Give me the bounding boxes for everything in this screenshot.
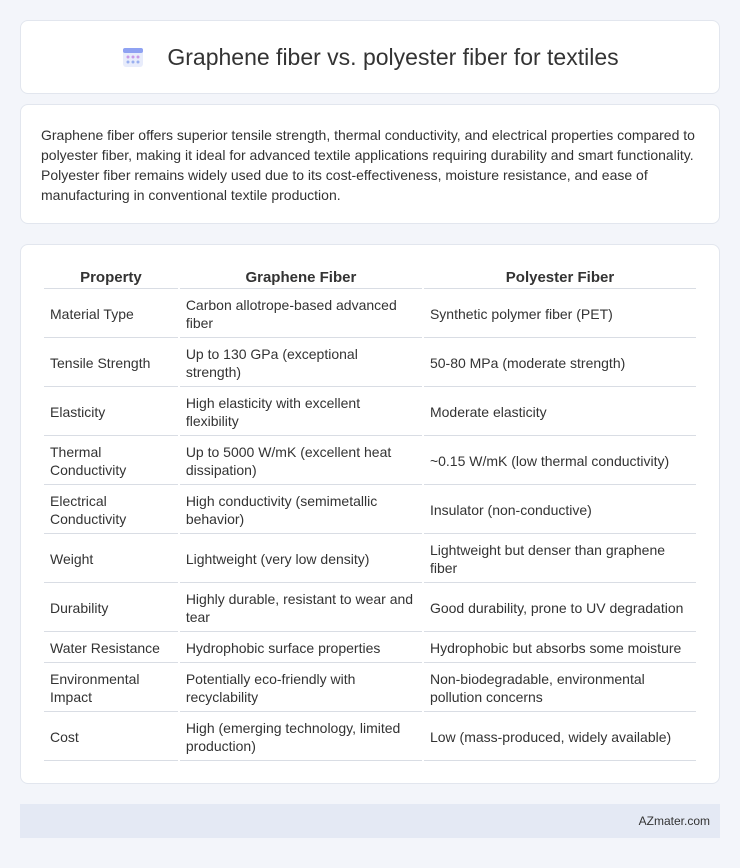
polyester-cell: Insulator (non-conductive) — [424, 487, 696, 534]
property-cell: Cost — [44, 714, 178, 761]
property-cell: Tensile Strength — [44, 340, 178, 387]
graphene-cell: High conductivity (semimetallic behavior) — [180, 487, 422, 534]
polyester-cell: Hydrophobic but absorbs some moisture — [424, 634, 696, 663]
calendar-grid-icon — [121, 45, 145, 69]
footer — [20, 804, 720, 838]
table-row — [44, 438, 696, 485]
property-cell: Environmental Impact — [44, 665, 178, 712]
comparison-table-card — [20, 244, 720, 784]
header-property: Property — [44, 267, 178, 289]
polyester-cell: Synthetic polymer fiber (PET) — [424, 291, 696, 338]
table-row — [44, 389, 696, 436]
table-row — [44, 487, 696, 534]
table-row — [44, 714, 696, 761]
property-cell: Material Type — [44, 291, 178, 338]
property-cell: Durability — [44, 585, 178, 632]
graphene-cell: Lightweight (very low density) — [180, 536, 422, 583]
polyester-cell: ~0.15 W/mK (low thermal conductivity) — [424, 438, 696, 485]
graphene-cell: Hydrophobic surface properties — [180, 634, 422, 663]
summary-card — [20, 104, 720, 224]
polyester-cell: Moderate elasticity — [424, 389, 696, 436]
table-row — [44, 634, 696, 663]
polyester-cell: 50-80 MPa (moderate strength) — [424, 340, 696, 387]
page-title: Graphene fiber vs. polyester fiber for textiles — [167, 43, 619, 70]
property-cell: Electrical Conductivity — [44, 487, 178, 534]
property-cell: Elasticity — [44, 389, 178, 436]
header-graphene-fiber: Graphene Fiber — [180, 267, 422, 289]
table-row — [44, 665, 696, 712]
summary-text: Graphene fiber offers superior tensile strength, thermal conductivity, and electrical properties compared to polyester fiber, making it ideal for advanced textile applications requiring durability and smart functionality. Polyester fiber remains widely used due to its cost-effectiveness, moisture resistance, and ease of manufacturing in conventional textile production. — [41, 127, 695, 203]
table-row — [44, 536, 696, 583]
table-row — [44, 340, 696, 387]
title-card — [20, 20, 720, 94]
graphene-cell: Highly durable, resistant to wear and tear — [180, 585, 422, 632]
polyester-cell: Low (mass-produced, widely available) — [424, 714, 696, 761]
table-header-row — [44, 267, 696, 289]
graphene-cell: Potentially eco-friendly with recyclability — [180, 665, 422, 712]
polyester-cell: Good durability, prone to UV degradation — [424, 585, 696, 632]
polyester-cell: Non-biodegradable, environmental pollution concerns — [424, 665, 696, 712]
comparison-table — [42, 265, 698, 763]
table-row — [44, 585, 696, 632]
graphene-cell: Up to 130 GPa (exceptional strength) — [180, 340, 422, 387]
property-cell: Water Resistance — [44, 634, 178, 663]
graphene-cell: Up to 5000 W/mK (excellent heat dissipation) — [180, 438, 422, 485]
polyester-cell: Lightweight but denser than graphene fiber — [424, 536, 696, 583]
graphene-cell: Carbon allotrope-based advanced fiber — [180, 291, 422, 338]
property-cell: Thermal Conductivity — [44, 438, 178, 485]
property-cell: Weight — [44, 536, 178, 583]
graphene-cell: High elasticity with excellent flexibility — [180, 389, 422, 436]
table-row — [44, 291, 696, 338]
footer-site-label: AZmater.com — [638, 814, 710, 828]
graphene-cell: High (emerging technology, limited production) — [180, 714, 422, 761]
header-polyester-fiber: Polyester Fiber — [424, 267, 696, 289]
